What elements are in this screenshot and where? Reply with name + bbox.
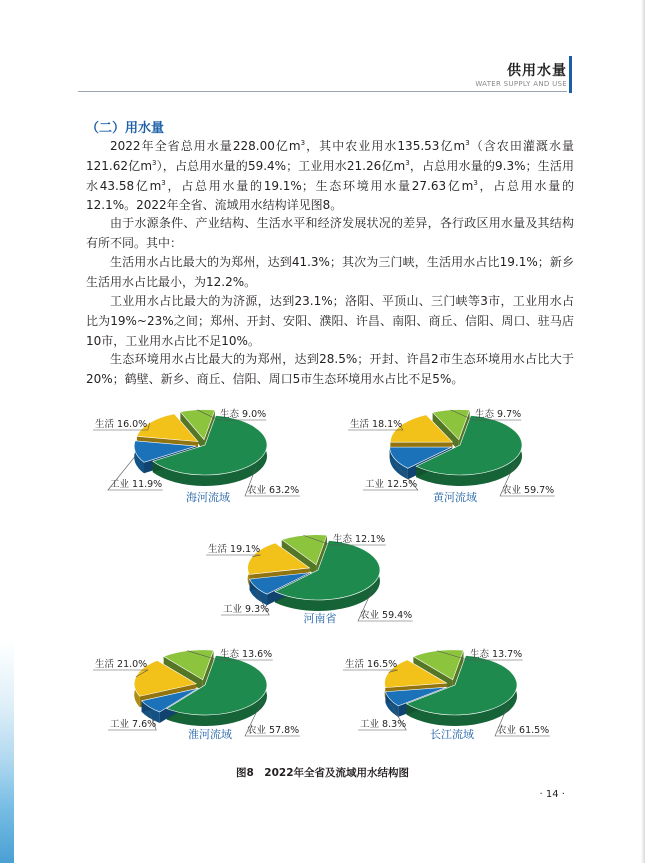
pie-slice-label: 工业 12.5%: [365, 479, 418, 490]
pie-slice-label: 生态 12.1%: [333, 534, 386, 545]
pie-slice-label: 工业 9.3%: [223, 604, 270, 615]
pie-slice-label: 生活 16.5%: [345, 659, 398, 670]
pie-slice-label: 生态 13.6%: [220, 649, 273, 660]
paragraph-total-use: 2022年全省总用水量228.00亿$m^3$，其中农业用水135.53亿$m^3$（含农田灌溉水量121.62亿$m^3$），占总用水量的59.4%；工业用水21.26亿$m^3$，占总用水量的9.3%；生活用水43.58亿$m^3$，占总用水量的19.1%；生态环境用水量27.63亿$m^3$，占总用水量的12.1%。2022年全省、流域用水结构详见图8。: [86, 139, 574, 213]
pie-slice-label: 工业 7.6%: [110, 719, 157, 730]
pie-slice-label: 工业 11.9%: [110, 479, 163, 490]
pie-chart: [343, 648, 550, 741]
pie-slice-label: 农业 61.5%: [497, 725, 550, 736]
pie-chart-title: 淮河流域: [188, 728, 232, 741]
page-number: · 14 ·: [539, 789, 565, 800]
paragraph-industry: 工业用水占比最大的为济源，达到23.1%；洛阳、平顶山、三门峡等3市，工业用水占比为19%~23%之间；郑州、开封、安阳、濮阳、许昌、南阳、商丘、信阳、周口、驻马店10市，工业用水占比不足10%。: [86, 294, 574, 348]
paragraph-structure-intro: 由于水源条件、产业结构、生活水平和经济发展状况的差异，各行政区用水量及其结构有所不同。其中：: [86, 216, 574, 250]
pie-chart: [93, 648, 300, 741]
pie-chart: [93, 408, 300, 504]
pie-slice-label: 生活 19.1%: [208, 544, 261, 555]
pie-slice-label: 农业 63.2%: [247, 485, 300, 496]
running-header-subtitle: WATER SUPPLY AND USE: [475, 80, 567, 88]
header-accent-bar: [569, 56, 572, 93]
pie-slice-label: 生态 13.7%: [470, 649, 523, 660]
header-rule: [78, 91, 567, 92]
paragraph-domestic: 生活用水占比最大的为郑州，达到41.3%；其次为三门峡，生活用水占比19.1%；新乡生活用水占比最小，为12.2%。: [86, 255, 574, 289]
pie-chart-title: 长江流域: [430, 728, 474, 741]
pie-chart-title: 海河流域: [186, 491, 230, 504]
section-title: （二）用水量: [86, 121, 165, 136]
running-header-title: 供用水量: [507, 63, 567, 79]
pie-slice-label: 生活 21.0%: [95, 659, 148, 670]
pie-chart-title: 河南省: [303, 612, 337, 625]
pie-slice-label: 工业 8.3%: [360, 719, 407, 730]
pie-slice-label: 生态 9.0%: [220, 409, 267, 420]
pie-chart: [348, 408, 555, 504]
paragraph-ecology: 生态环境用水占比最大的为郑州，达到28.5%；开封、许昌2市生态环境用水占比大于20%；鹤壁、新乡、商丘、信阳、周口5市生态环境用水占比不足5%。: [86, 352, 574, 386]
pie-slice-label: 生活 18.1%: [350, 419, 403, 430]
pie-chart-title: 黄河流域: [433, 491, 477, 504]
pie-slice-label: 生态 9.7%: [475, 409, 522, 420]
water-use-pie-charts: [0, 390, 645, 760]
pie-slice-label: 生活 16.0%: [95, 419, 148, 430]
pie-slice-label: 农业 57.8%: [247, 725, 300, 736]
pie-slice-label: 农业 59.7%: [502, 485, 555, 496]
pie-slice-label: 农业 59.4%: [360, 610, 413, 621]
pie-chart: [206, 533, 413, 625]
figure-caption: 图8 2022年全省及流域用水结构图: [235, 767, 410, 779]
